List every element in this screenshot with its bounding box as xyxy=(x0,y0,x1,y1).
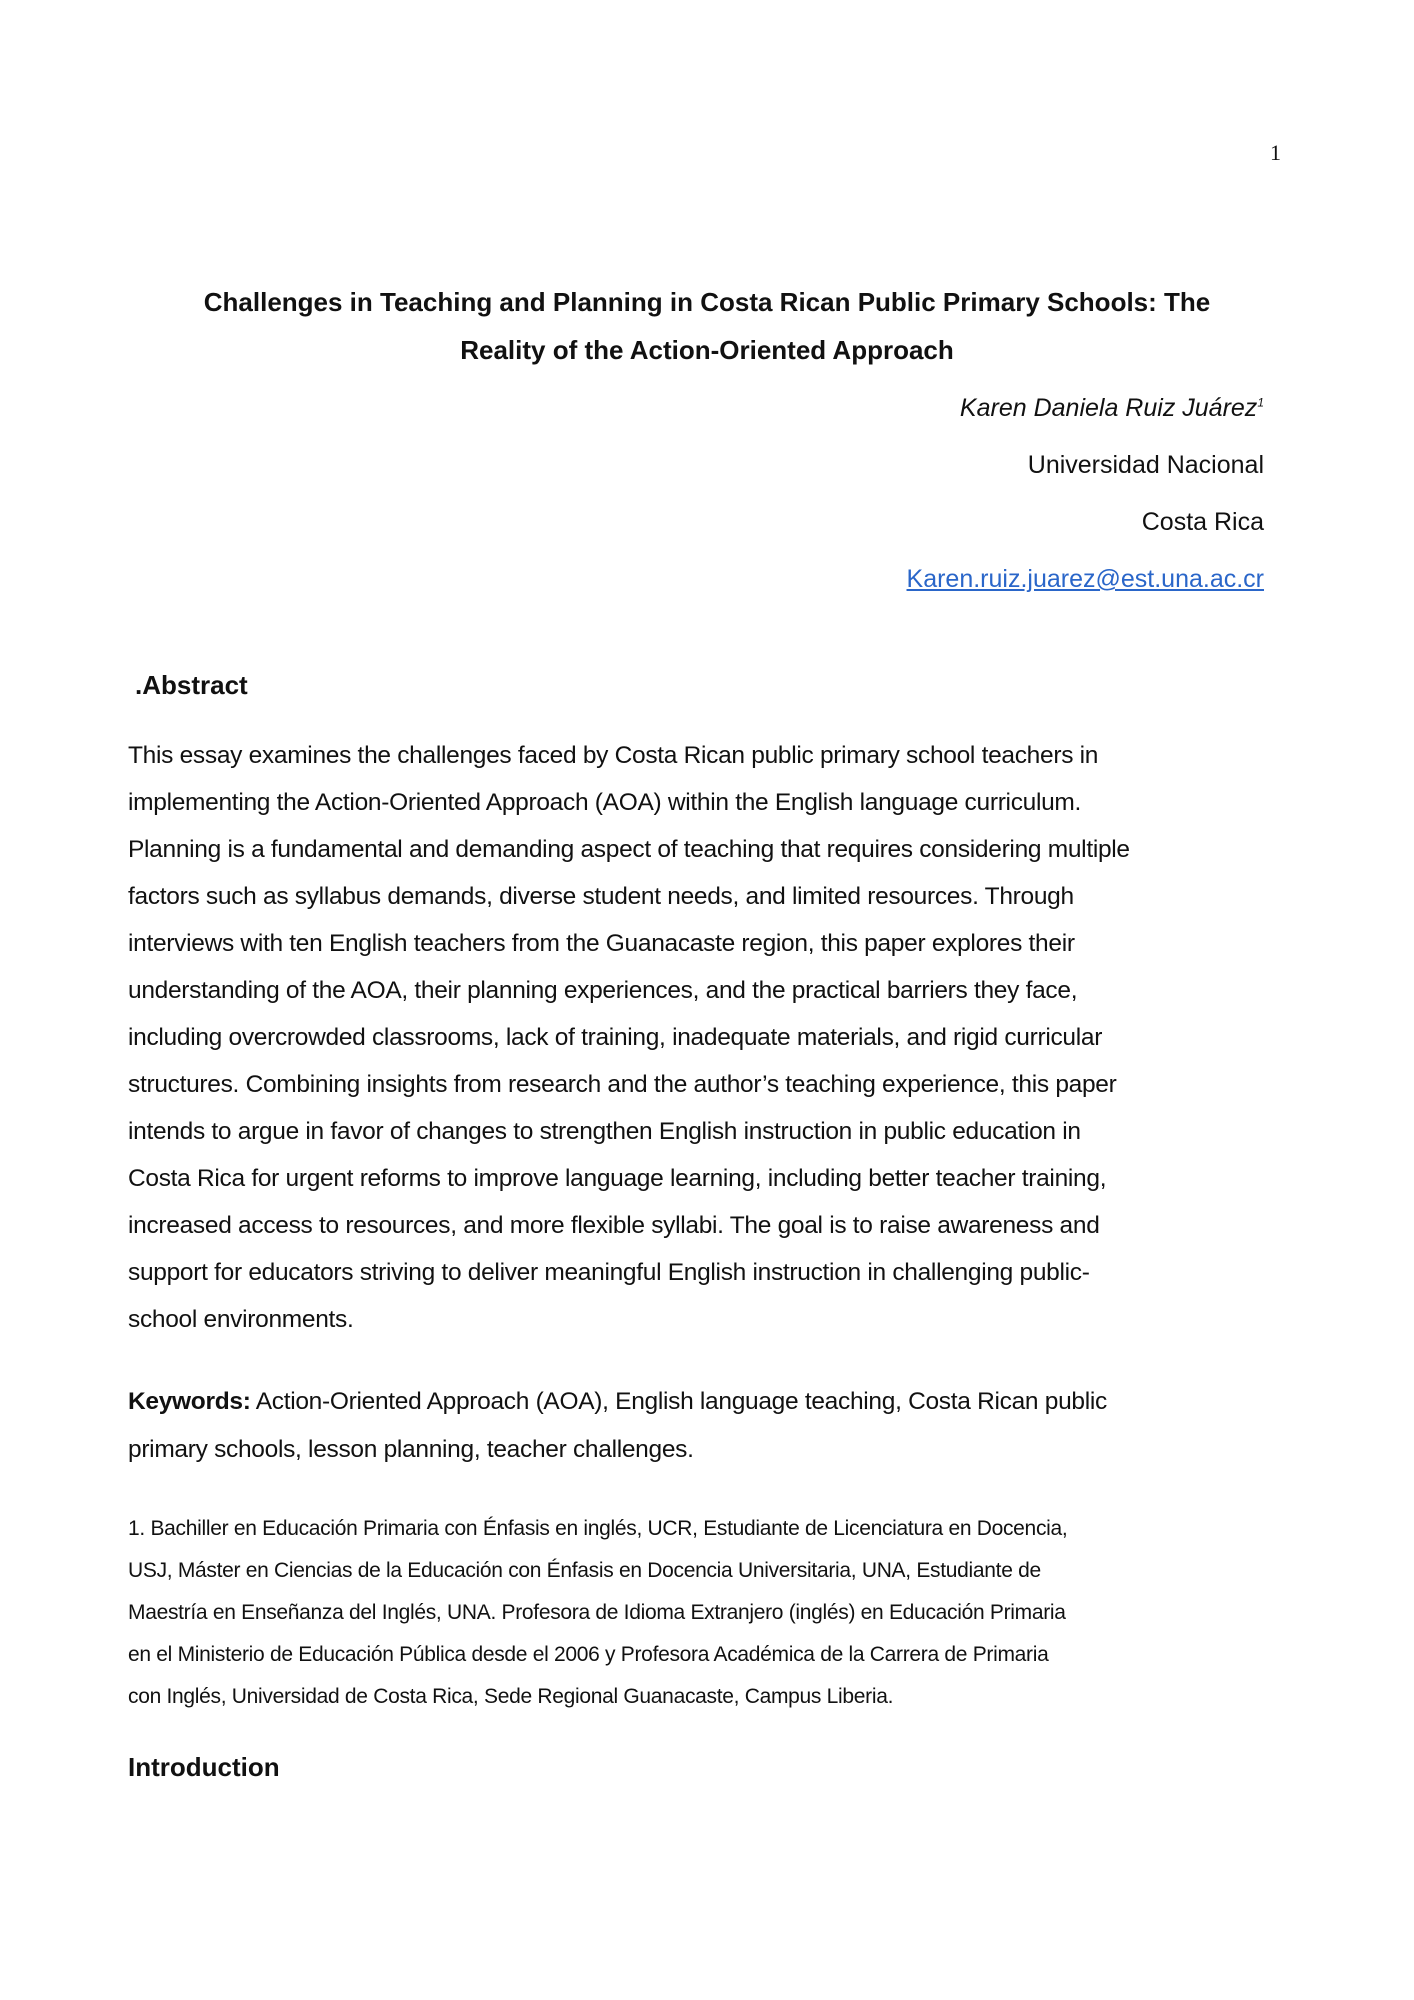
keywords-paragraph xyxy=(128,1378,1288,1474)
author-email-row xyxy=(907,551,1264,608)
author-email-link[interactable]: Karen.ruiz.juarez@est.una.ac.cr xyxy=(906,565,1264,593)
abstract-line: school environments. xyxy=(128,1306,354,1333)
abstract-line: Costa Rica for urgent reforms to improve language learning, including better teacher training, xyxy=(128,1165,1107,1192)
introduction-heading: Introduction xyxy=(128,1752,280,1782)
footnote-line: 1. Bachiller en Educación Primaria con Énfasis en inglés, UCR, Estudiante de Licenciatura en Docencia, xyxy=(128,1517,1068,1540)
author-footnote-mark: 1 xyxy=(1257,395,1264,410)
keywords-text-1: Action-Oriented Approach (AOA), English language teaching, Costa Rican public xyxy=(250,1388,1107,1415)
footnote-line: con Inglés, Universidad de Costa Rica, Sede Regional Guanacaste, Campus Liberia. xyxy=(128,1685,894,1708)
abstract-line: factors such as syllabus demands, diverse student needs, and limited resources. Through xyxy=(128,883,1074,910)
abstract-heading: .Abstract xyxy=(135,670,248,700)
abstract-line: Planning is a fundamental and demanding aspect of teaching that requires considering multiple xyxy=(128,836,1130,863)
abstract-line: including overcrowded classrooms, lack of training, inadequate materials, and rigid curricular xyxy=(128,1024,1103,1051)
paper-title xyxy=(150,278,1264,374)
paper-title-line-2: Reality of the Action-Oriented Approach xyxy=(460,335,954,365)
keywords-label: Keywords: xyxy=(128,1388,251,1415)
page-number: 1 xyxy=(1270,140,1281,165)
footnote-line: USJ, Máster en Ciencias de la Educación con Énfasis en Docencia Universitaria, UNA, Estudiante de xyxy=(128,1559,1041,1582)
abstract-line: support for educators striving to deliver meaningful English instruction in challenging public- xyxy=(128,1259,1090,1286)
keywords-line-1 xyxy=(128,1378,1288,1426)
author-footnote xyxy=(128,1508,1288,1718)
author-name-text: Karen Daniela Ruiz Juárez xyxy=(959,394,1258,422)
footnote-line: Maestría en Enseñanza del Inglés, UNA. Profesora de Idioma Extranjero (inglés) en Educación Primaria xyxy=(128,1601,1066,1624)
author-block xyxy=(907,380,1264,608)
keywords-line-2: primary schools, lesson planning, teacher challenges. xyxy=(128,1436,694,1463)
author-name xyxy=(907,380,1264,437)
abstract-line: understanding of the AOA, their planning experiences, and the practical barriers they face, xyxy=(128,977,1078,1004)
author-institution: Universidad Nacional xyxy=(1027,451,1264,479)
abstract-line: This essay examines the challenges faced by Costa Rican public primary school teachers in xyxy=(128,742,1099,769)
author-country: Costa Rica xyxy=(1141,508,1264,536)
paper-title-line-1: Challenges in Teaching and Planning in Costa Rican Public Primary Schools: The xyxy=(203,287,1211,317)
abstract-line: implementing the Action-Oriented Approach (AOA) within the English language curriculum. xyxy=(128,789,1082,816)
footnote-line: en el Ministerio de Educación Pública desde el 2006 y Profesora Académica de la Carrera de Primaria xyxy=(128,1643,1049,1666)
abstract-line: structures. Combining insights from research and the author’s teaching experience, this paper xyxy=(128,1071,1117,1098)
abstract-line: intends to argue in favor of changes to strengthen English instruction in public education in xyxy=(128,1118,1081,1145)
abstract-line: increased access to resources, and more flexible syllabi. The goal is to raise awareness and xyxy=(128,1212,1100,1239)
abstract-body xyxy=(128,732,1288,1343)
abstract-line: interviews with ten English teachers from the Guanacaste region, this paper explores their xyxy=(128,930,1075,957)
